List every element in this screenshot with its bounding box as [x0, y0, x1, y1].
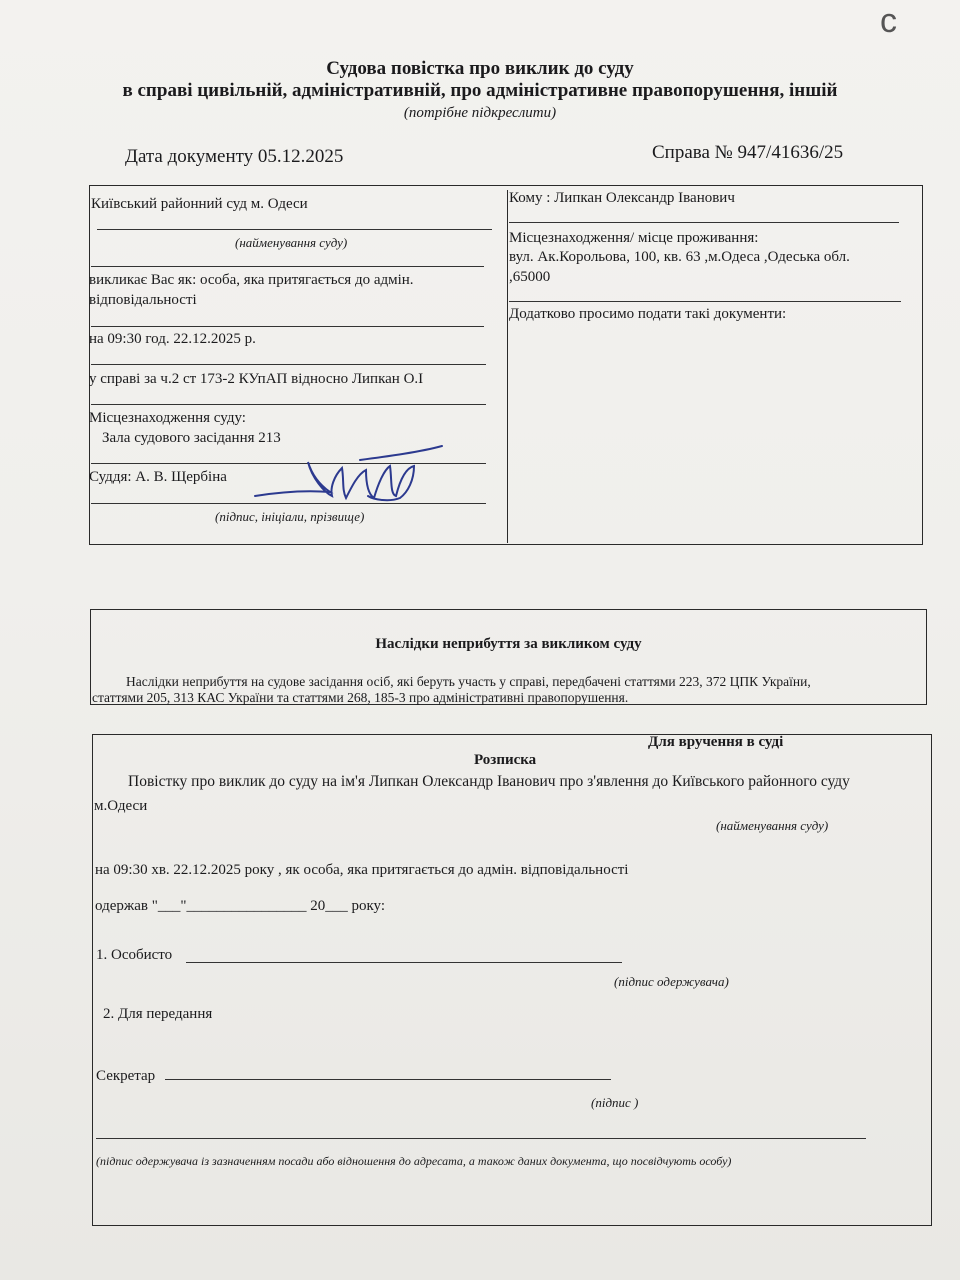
court-name: Київський районний суд м. Одеси — [91, 196, 308, 212]
column-divider — [507, 190, 508, 543]
court-location-label: Місцезнаходження суду: — [89, 410, 246, 426]
receipt-box — [92, 734, 932, 1226]
document-date: Дата документу 05.12.2025 — [125, 146, 344, 167]
residence-line2: ,65000 — [509, 269, 551, 285]
document-title: Судова повістка про виклик до суду — [326, 58, 634, 79]
documents-label: Додатково просимо подати такі документи: — [509, 306, 787, 322]
received-line: одержав "___"________________ 20___ року: — [95, 898, 386, 914]
transfer-label: 2. Для передання — [103, 1006, 213, 1022]
divider-line — [91, 404, 486, 405]
secretary-label: Секретар — [96, 1068, 156, 1084]
divider-line — [509, 301, 901, 302]
divider-line — [509, 222, 899, 223]
receipt-line2: м.Одеси — [94, 798, 148, 814]
secretary-signature-caption: (підпис ) — [591, 1095, 639, 1110]
divider-line — [91, 364, 486, 365]
recipient-name: Кому : Липкан Олександр Іванович — [509, 190, 735, 206]
summons-info-box — [89, 185, 923, 545]
summoned-as-line2: відповідальності — [89, 292, 197, 308]
receipt-line1: Повістку про виклик до суду на ім'я Липкан Олександр Іванович про з'явлення до Київського районного суду — [128, 773, 850, 790]
court-name-caption: (найменування суду) — [235, 235, 348, 250]
receipt-time-line: на 09:30 хв. 22.12.2025 року , як особа, яка притягається до адмін. відповідальності — [95, 862, 629, 878]
secretary-signature-line — [165, 1079, 611, 1080]
hearing-time: на 09:30 год. 22.12.2025 р. — [89, 331, 256, 347]
court-name-line — [97, 229, 492, 230]
judge-name: Суддя: А. В. Щербіна — [89, 469, 227, 485]
court-location-value: Зала судового засідання 213 — [102, 430, 281, 446]
recipient-details-caption: (підпис одержувача із зазначенням посади або відношення до адресата, а також даних документа, що посвідчують особу) — [96, 1154, 732, 1168]
divider-line — [91, 266, 484, 267]
personal-signature-line — [186, 962, 622, 963]
document-subtitle: в справі цивільній, адміністративній, про адміністративне правопорушення, іншій — [122, 80, 838, 101]
consequences-title: Наслідки неприбуття за викликом суду — [375, 636, 642, 652]
personal-label: 1. Особисто — [96, 947, 173, 963]
judge-caption: (підпис, ініціали, прізвище) — [215, 509, 365, 524]
receipt-court-caption: (найменування суду) — [716, 818, 829, 833]
recipient-signature-caption: (підпис одержувача) — [614, 974, 729, 989]
recipient-details-line — [96, 1138, 866, 1139]
summoned-as-line1: викликає Вас як: особа, яка притягається до адмін. — [89, 272, 414, 288]
case-number: Справа № 947/41636/25 — [652, 142, 844, 163]
underline-note: (потрібне підкреслити) — [403, 105, 557, 121]
residence-label: Місцезнаходження/ місце проживання: — [509, 230, 759, 246]
judge-signature-icon — [250, 440, 450, 510]
receipt-title: Розписка — [474, 752, 537, 768]
handwritten-corner-mark: с — [880, 2, 897, 40]
for-court-label: Для вручення в суді — [648, 734, 784, 750]
consequences-line2: статтями 205, 313 КАС України та статтями 268, 185-3 про адміністративні правопорушення. — [92, 690, 629, 705]
residence-line1: вул. Ак.Корольова, 100, кв. 63 ,м.Одеса ,Одеська обл. — [509, 249, 850, 265]
case-subject: у справі за ч.2 ст 173-2 КУпАП відносно Липкан О.І — [89, 371, 424, 387]
consequences-line1: Наслідки неприбуття на судове засідання осіб, які беруть участь у справі, передбачені статтями 223, 372 ЦПК України, — [126, 674, 811, 689]
divider-line — [91, 326, 484, 327]
